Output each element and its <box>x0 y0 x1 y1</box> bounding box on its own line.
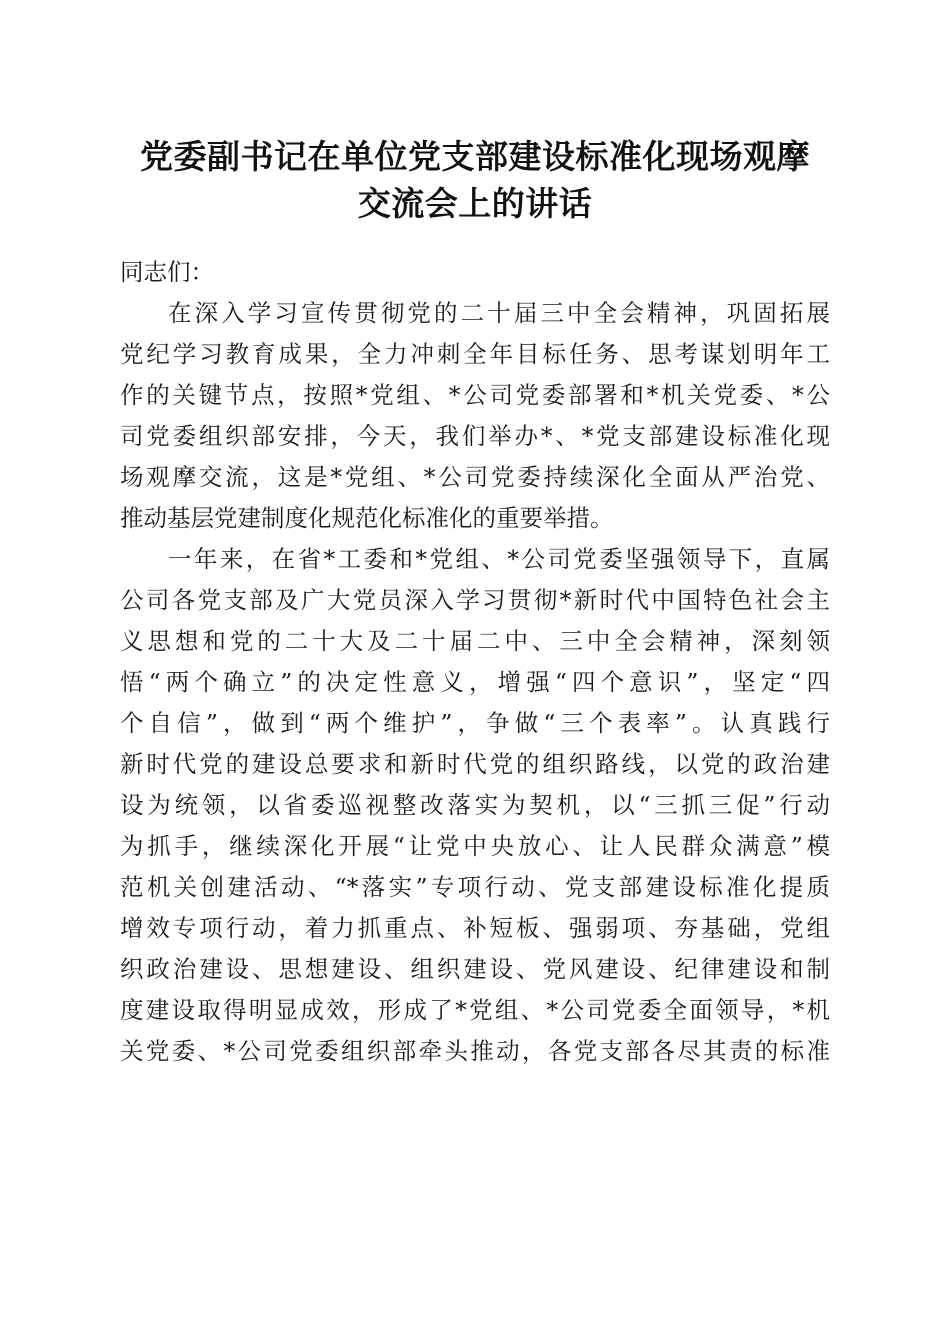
document-title <box>100 133 850 227</box>
paragraph-line: 增效专项行动，着力抓重点、补短板、强弱项、夯基础，党组 <box>120 914 830 942</box>
paragraph-line: 司党委组织部安排，今天，我们举办*、*党支部建设标准化现 <box>120 422 830 450</box>
title-line-1: 党委副书记在单位党支部建设标准化现场观摩 <box>140 137 810 176</box>
document-body <box>120 252 830 1072</box>
paragraph-line: 公司各党支部及广大党员深入学习贯彻*新时代中国特色社会主 <box>120 586 830 614</box>
paragraph-line: 一年来，在省*工委和*党组、*公司党委坚强领导下，直属 <box>168 545 830 573</box>
paragraph-line: 设为统领，以省委巡视整改落实为契机，以“三抓三促”行动 <box>120 791 830 819</box>
paragraph-line: 个自信”，做到“两个维护”，争做“三个表率”。认真践行 <box>120 709 830 737</box>
paragraph-line: 党纪学习教育成果，全力冲刺全年目标任务、思考谋划明年工 <box>120 340 830 368</box>
paragraph-2 <box>120 539 830 1072</box>
paragraph-line: 悟“两个确立”的决定性意义，增强“四个意识”，坚定“四 <box>120 668 830 696</box>
paragraph-line: 推动基层党建制度化规范化标准化的重要举措。 <box>120 504 614 532</box>
paragraph-line: 度建设取得明显成效，形成了*党组、*公司党委全面领导，*机 <box>120 996 830 1024</box>
salutation: 同志们： <box>120 258 214 286</box>
paragraph-line: 为抓手，继续深化开展“让党中央放心、让人民群众满意”模 <box>120 832 830 860</box>
paragraph-1 <box>120 293 830 539</box>
paragraph-line: 关党委、*公司党委组织部牵头推动，各党支部各尽其责的标准 <box>120 1037 830 1065</box>
title-line-2: 交流会上的讲话 <box>357 184 593 223</box>
paragraph-line: 义思想和党的二十大及二十届二中、三中全会精神，深刻领 <box>120 627 830 655</box>
paragraph-line: 范机关创建活动、“*落实”专项行动、党支部建设标准化提质 <box>120 873 830 901</box>
paragraph-line: 新时代党的建设总要求和新时代党的组织路线，以党的政治建 <box>120 750 830 778</box>
paragraph-line: 场观摩交流，这是*党组、*公司党委持续深化全面从严治党、 <box>120 463 830 491</box>
paragraph-line: 作的关键节点，按照*党组、*公司党委部署和*机关党委、*公 <box>120 381 830 409</box>
paragraph-line: 织政治建设、思想建设、组织建设、党风建设、纪律建设和制 <box>120 955 830 983</box>
paragraph-line: 在深入学习宣传贯彻党的二十届三中全会精神，巩固拓展 <box>168 299 830 327</box>
